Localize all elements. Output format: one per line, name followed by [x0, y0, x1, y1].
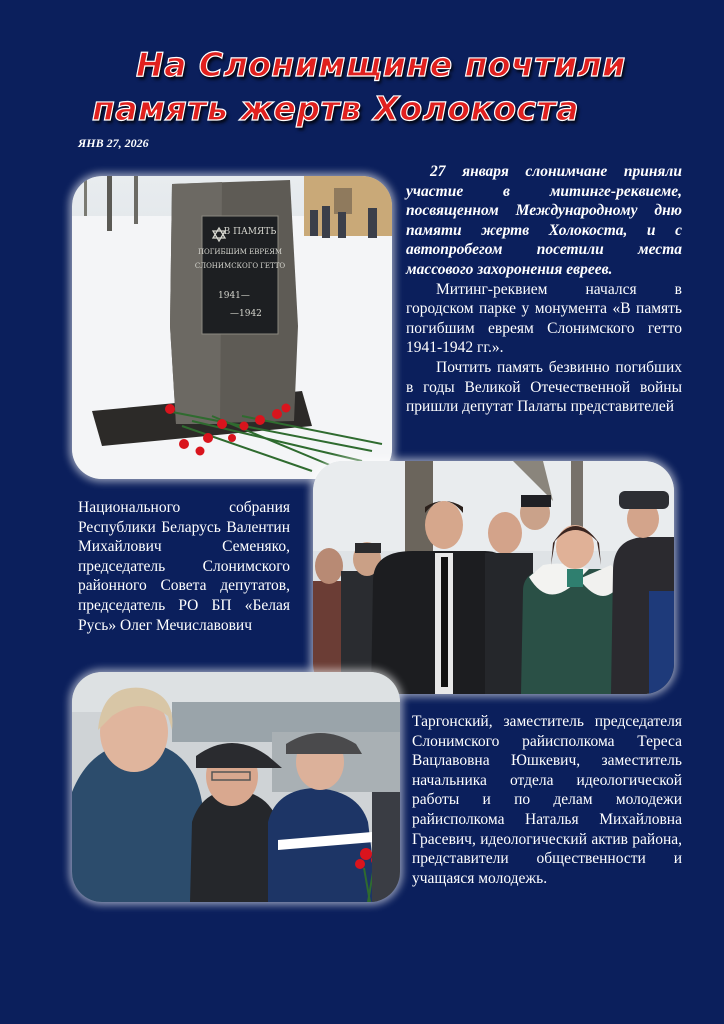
plaque-text-2: ПОГИБШИМ ЕВРЕЯМ: [197, 248, 283, 256]
paragraph-2-part-3: Таргонский, заместитель председателя Слонимского райисполкома Тереса Вацлавовна Юшкевич, заместитель начальника отдела идеологической работы и по делам молодежи райисполкома Наталья Михайловна Грасевич, идеологический актив района, представители общественности и учащаяся молодежь.: [412, 713, 682, 887]
plaque-text-1: В ПАМЯТЬ: [223, 227, 277, 237]
lead-paragraph: 27 января слонимчане приняли участие в митинге-реквиеме, посвященном Международному дню памяти жертв Холокоста, и с автопробегом посетили места массового захоронения евреев: [406, 163, 682, 278]
article-text-block-3: [412, 712, 682, 888]
paragraph-1: Митинг-реквием начался в городском парке у монумента «В память погибшим евреям Слонимского гетто 1941-1942 гг.».: [406, 280, 682, 357]
plaque-text-3: СЛОНИМСКОГО ГЕТТО: [194, 262, 286, 270]
plaque-year-2: —1942: [230, 309, 262, 319]
lead-paragraph-end: .: [608, 260, 613, 278]
article-text-block-2: [78, 498, 290, 635]
article-title-line-1: На Слонимщине почтили: [136, 45, 626, 84]
article-date: ЯНВ 27, 2026: [78, 136, 149, 150]
article-title-line-2: память жертв Холокоста: [92, 89, 580, 128]
monument-photo: [72, 176, 392, 479]
plaque-year-1: 1941—: [218, 291, 250, 301]
officials-photo: [313, 461, 674, 694]
article-text-block-1: [406, 162, 682, 417]
paragraph-2-part-2: Национального собрания Республики Беларусь Валентин Михайлович Семеняко, председатель Слонимского районного Совета депутатов, председатель РО БП «Белая Русь» Олег Мечиславович: [78, 499, 290, 634]
crowd-photo: [72, 672, 400, 902]
paragraph-2-part-1: Почтить память безвинно погибших в годы Великой Отечественной войны пришли депутат Палаты представителей: [406, 358, 682, 416]
